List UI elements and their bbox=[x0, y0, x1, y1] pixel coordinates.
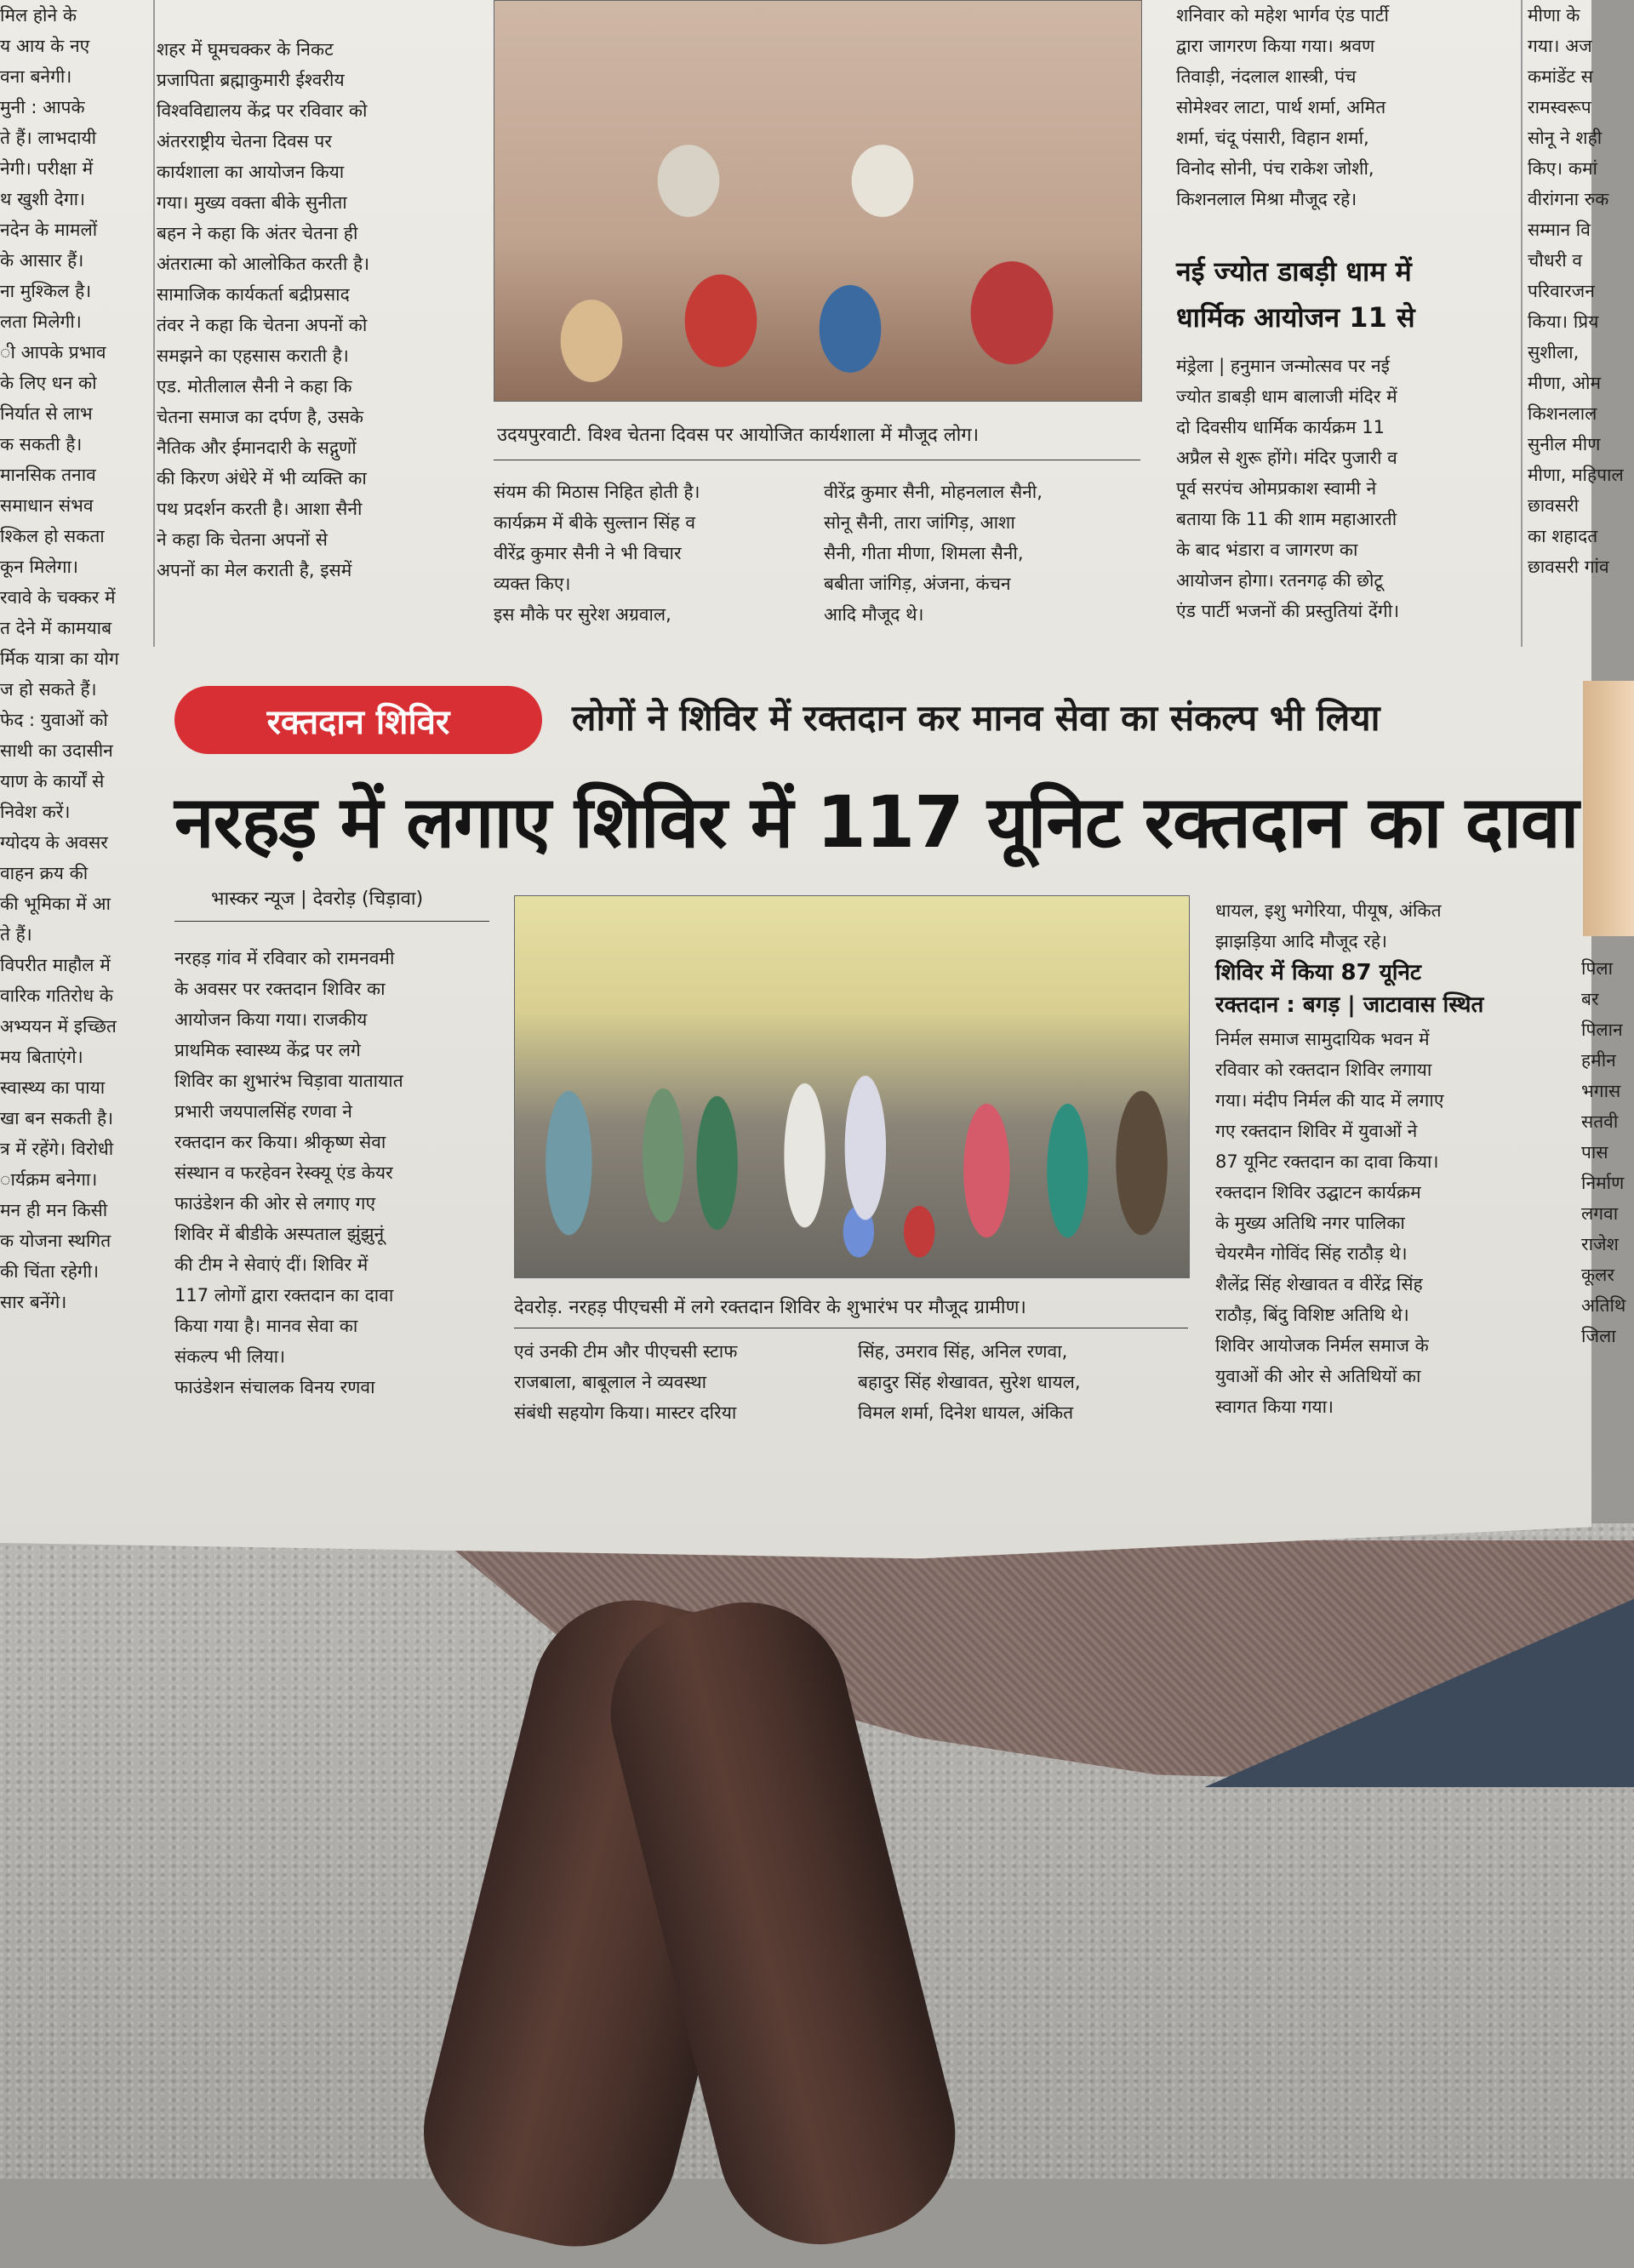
column-rule bbox=[1521, 0, 1523, 647]
text-line: लगवा bbox=[1581, 1203, 1619, 1224]
text-line: तंवर ने कहा कि चेतना अपनों को bbox=[157, 315, 368, 335]
text-line: अंतरराष्ट्रीय चेतना दिवस पर bbox=[157, 131, 332, 151]
text-line: प्राथमिक स्वास्थ्य केंद्र पर लगे bbox=[174, 1040, 361, 1060]
background-edge bbox=[1583, 681, 1634, 936]
text-line: अंतरात्मा को आलोकित करती है। bbox=[157, 254, 370, 274]
left-strip-column bbox=[0, 0, 145, 1317]
text-line: ना मुश्किल है। bbox=[0, 281, 92, 301]
text-line: गया। मुख्य वक्ता बीके सुनीता bbox=[157, 192, 347, 213]
text-line: राजेश bbox=[1581, 1234, 1619, 1254]
text-line: हमीन bbox=[1581, 1050, 1616, 1071]
story2-headline-1: नई ज्योत डाबड़ी धाम में bbox=[1176, 255, 1412, 288]
text-line: की टीम ने सेवाएं दीं। शिविर में bbox=[174, 1254, 369, 1275]
main-headline: नरहड़ में लगाए शिविर में 117 यूनिट रक्तदान का दावा bbox=[174, 780, 1579, 864]
text-line: चेयरमैन गोविंद सिंह राठौड़ थे। bbox=[1215, 1243, 1408, 1264]
text-line: लता मिलेगी। bbox=[0, 311, 82, 332]
text-line: शिविर में बीडीके अस्पताल झुंझुनूं bbox=[174, 1224, 385, 1244]
text-line: छावसरी bbox=[1528, 495, 1580, 516]
column-rule bbox=[153, 0, 155, 647]
text-line: वीरांगना रुक bbox=[1528, 189, 1609, 209]
text-line: अभ्ययन में इच्छित bbox=[0, 1016, 117, 1037]
dateline-rule bbox=[174, 921, 489, 922]
text-line: अतिथि bbox=[1581, 1295, 1626, 1316]
text-line: फेद : युवाओं को bbox=[0, 710, 108, 730]
text-line: ी आपके प्रभाव bbox=[0, 342, 106, 363]
workshop-photo bbox=[494, 0, 1142, 402]
section-badge: रक्तदान शिविर bbox=[174, 686, 542, 754]
text-line: रविवार को रक्तदान शिविर लगाया bbox=[1215, 1060, 1432, 1080]
story1-col3 bbox=[824, 477, 1140, 630]
text-line: परिवारजन bbox=[1528, 281, 1595, 301]
story2-headline-2: धार्मिक आयोजन 11 से bbox=[1176, 301, 1415, 334]
text-line: अपनों का मेल कराती है, इसमें bbox=[157, 560, 352, 580]
text-line: आयोजन किया गया। राजकीय bbox=[174, 1009, 368, 1030]
text-line: रक्तदान शिविर उद्घाटन कार्यक्रम bbox=[1215, 1182, 1421, 1203]
sub-headline-1: शिविर में किया 87 यूनिट bbox=[1215, 960, 1422, 985]
text-line: मीणा के bbox=[1528, 5, 1580, 26]
text-line: नेगी। परीक्षा में bbox=[0, 158, 94, 179]
text-line: राजबाला, बाबूलाल ने व्यवस्था bbox=[514, 1372, 707, 1392]
text-line: किया गया है। मानव सेवा का bbox=[174, 1316, 358, 1336]
text-line: मंड्रेला | हनुमान जन्मोत्सव पर नई bbox=[1176, 356, 1390, 376]
story1-col2 bbox=[494, 477, 804, 630]
text-line: मीणा, ओम bbox=[1528, 373, 1602, 393]
text-line: बताया कि 11 की शाम महाआरती bbox=[1176, 509, 1397, 529]
text-line: ते हैं। लाभदायी bbox=[0, 128, 97, 148]
text-line: कार्यक्रम में बीके सुल्तान सिंह व bbox=[494, 512, 696, 533]
text-line: त देने में कामयाब bbox=[0, 618, 112, 638]
main-col3 bbox=[858, 1336, 1186, 1428]
text-line: खा बन सकती है। bbox=[0, 1108, 114, 1128]
text-line: नैतिक और ईमानदारी के सद्गुणों bbox=[157, 437, 357, 458]
text-line: किए। कमां bbox=[1528, 158, 1597, 179]
text-line: व्यक्त किए। bbox=[494, 574, 571, 594]
main-col1 bbox=[174, 943, 489, 1403]
blood-camp-caption: देवरोड़. नरहड़ पीएचसी में लगे रक्तदान शिविर के शुभारंभ पर मौजूद ग्रामीण। bbox=[514, 1297, 1026, 1318]
text-line: बहन ने कहा कि अंतर चेतना ही bbox=[157, 223, 358, 243]
text-line: थ खुशी देगा। bbox=[0, 189, 86, 209]
text-line: जिला bbox=[1581, 1326, 1616, 1346]
text-line: की किरण अंधेरे में भी व्यक्ति का bbox=[157, 468, 367, 488]
text-line: क योजना स्थगित bbox=[0, 1231, 111, 1251]
text-line: सुशीला, bbox=[1528, 342, 1580, 363]
text-line: का शहादत bbox=[1528, 526, 1598, 546]
text-line: कून मिलेगा। bbox=[0, 557, 78, 577]
text-line: सतवी bbox=[1581, 1111, 1619, 1132]
text-line: सोनू सैनी, तारा जांगिड़, आशा bbox=[824, 512, 1015, 533]
text-line: के अवसर पर रक्तदान शिविर का bbox=[174, 979, 386, 999]
text-line: राठौड़, बिंदु विशिष्ट अतिथि थे। bbox=[1215, 1305, 1409, 1325]
right-strip-bottom bbox=[1581, 953, 1634, 1351]
main-col4a bbox=[1215, 895, 1563, 957]
text-line: रामस्वरूप bbox=[1528, 97, 1591, 117]
text-line: रवावे के चक्कर में bbox=[0, 587, 116, 608]
text-line: मिल होने के bbox=[0, 5, 77, 26]
text-line: गया। अज bbox=[1528, 36, 1592, 56]
text-line: विपरीत माहौल में bbox=[0, 955, 111, 975]
text-line: दो दिवसीय धार्मिक कार्यक्रम 11 bbox=[1176, 417, 1385, 437]
text-line: मुनी : आपके bbox=[0, 97, 85, 117]
sub-headline-2: रक्तदान : बगड़ | जाटावास स्थित bbox=[1215, 992, 1484, 1018]
text-line: कमांडेंट स bbox=[1528, 66, 1593, 87]
text-line: संबंधी सहयोग किया। मास्टर दरिया bbox=[514, 1403, 737, 1423]
text-line: सम्मान वि bbox=[1528, 220, 1591, 240]
text-line: विमल शर्मा, दिनेश धायल, अंकित bbox=[858, 1403, 1074, 1423]
text-line: के बाद भंडारा व जागरण का bbox=[1176, 540, 1358, 560]
text-line: द्वारा जागरण किया गया। श्रवण bbox=[1176, 36, 1375, 56]
text-line: गए रक्तदान शिविर में युवाओं ने bbox=[1215, 1121, 1418, 1141]
text-line: वीरेंद्र कुमार सैनी, मोहनलाल सैनी, bbox=[824, 482, 1043, 502]
text-line: साथी का उदासीन bbox=[0, 740, 113, 761]
text-line: शहर में घूमचक्कर के निकट bbox=[157, 39, 334, 60]
text-line: किया। प्रिय bbox=[1528, 311, 1599, 332]
text-line: निर्यात से लाभ bbox=[0, 403, 93, 424]
text-line: निर्माण bbox=[1581, 1173, 1625, 1193]
text-line: आदि मौजूद थे। bbox=[824, 604, 924, 625]
text-line: गया। मंदीप निर्मल की याद में लगाए bbox=[1215, 1090, 1444, 1111]
text-line: शैलेंद्र सिंह शेखावत व वीरेंद्र सिंह bbox=[1215, 1274, 1423, 1294]
text-line: 87 यूनिट रक्तदान का दावा किया। bbox=[1215, 1151, 1439, 1172]
text-line: चेतना समाज का दर्पण है, उसके bbox=[157, 407, 364, 427]
text-line: कूलर bbox=[1581, 1265, 1614, 1285]
text-line: ार्यक्रम बनेगा। bbox=[0, 1169, 98, 1190]
text-line: स्वागत किया गया। bbox=[1215, 1397, 1334, 1417]
text-line: श्किल हो सकता bbox=[0, 526, 105, 546]
text-line: तिवाड़ी, नंदलाल शास्त्री, पंच bbox=[1176, 66, 1357, 87]
text-line: संयम की मिठास निहित होती है। bbox=[494, 482, 700, 502]
text-line: विश्वविद्यालय केंद्र पर रविवार को bbox=[157, 100, 368, 121]
text-line: सैनी, गीता मीणा, शिमला सैनी, bbox=[824, 543, 1024, 563]
text-line: मीणा, महिपाल bbox=[1528, 465, 1624, 485]
text-line: इस मौके पर सुरेश अग्रवाल, bbox=[494, 604, 671, 625]
right-strip-top bbox=[1528, 0, 1634, 582]
text-line: कार्यशाला का आयोजन किया bbox=[157, 162, 345, 182]
text-line: नरहड़ गांव में रविवार को रामनवमी bbox=[174, 948, 395, 968]
text-line: वाहन क्रय की bbox=[0, 863, 89, 883]
text-line: 117 लोगों द्वारा रक्तदान का दावा bbox=[174, 1285, 394, 1305]
text-line: मय बिताएंगे। bbox=[0, 1047, 83, 1067]
text-line: भगास bbox=[1581, 1081, 1621, 1101]
text-line: किशनलाल bbox=[1528, 403, 1597, 424]
text-line: वारिक गतिरोध के bbox=[0, 985, 113, 1006]
text-line: सोमेश्वर लाटा, पार्थ शर्मा, अमित bbox=[1176, 97, 1386, 117]
text-line: समझने का एहसास कराती है। bbox=[157, 346, 349, 366]
text-line: निवेश करें। bbox=[0, 802, 71, 822]
text-line: की चिंता रहेगी। bbox=[0, 1261, 100, 1282]
text-line: संस्थान व फरहेवन रेस्क्यू एंड केयर bbox=[174, 1163, 393, 1183]
text-line: पूर्व सरपंच ओमप्रकाश स्वामी ने bbox=[1176, 478, 1377, 499]
text-line: एड. मोतीलाल सैनी ने कहा कि bbox=[157, 376, 352, 397]
text-line: चौधरी व bbox=[1528, 250, 1583, 271]
story2-top-lines bbox=[1176, 0, 1508, 214]
text-line: सामाजिक कार्यकर्ता बद्रीप्रसाद bbox=[157, 284, 350, 305]
text-line: धायल, इशु भगेरिया, पीयूष, अंकित bbox=[1215, 900, 1442, 921]
text-line: मानसिक तनाव bbox=[0, 465, 96, 485]
text-line: मन ही मन किसी bbox=[0, 1200, 108, 1220]
text-line: रक्तदान कर किया। श्रीकृष्ण सेवा bbox=[174, 1132, 386, 1152]
text-line: सुनील मीण bbox=[1528, 434, 1601, 454]
text-line: याण के कार्यों से bbox=[0, 771, 105, 791]
story2-body bbox=[1176, 351, 1508, 626]
text-line: समाधान संभव bbox=[0, 495, 94, 516]
kicker-headline: लोगों ने शिविर में रक्तदान कर मानव सेवा का संकल्प भी लिया bbox=[572, 697, 1380, 739]
text-line: संकल्प भी लिया। bbox=[174, 1346, 286, 1367]
text-line: वना बनेगी। bbox=[0, 66, 72, 87]
text-line: छावसरी गांव bbox=[1528, 557, 1609, 577]
text-line: शर्मा, चंदू पंसारी, विहान शर्मा, bbox=[1176, 128, 1369, 148]
text-line: युवाओं की ओर से अतिथियों का bbox=[1215, 1366, 1421, 1386]
text-line: शिविर का शुभारंभ चिड़ावा यातायात bbox=[174, 1071, 403, 1091]
text-line: शनिवार को महेश भार्गव एंड पार्टी bbox=[1176, 5, 1389, 26]
text-line: सिंह, उमराव सिंह, अनिल रणवा, bbox=[858, 1341, 1068, 1362]
text-line: झाझड़िया आदि मौजूद रहे। bbox=[1215, 931, 1387, 951]
text-line: के लिए धन को bbox=[0, 373, 97, 393]
text-line: ज हो सकते हैं। bbox=[0, 679, 97, 700]
dateline: भास्कर न्यूज | देवरोड़ (चिड़ावा) bbox=[211, 888, 424, 910]
text-line: र्मिक यात्रा का योग bbox=[0, 648, 119, 669]
text-line: ने कहा कि चेतना अपनों से bbox=[157, 529, 328, 550]
story1-col1 bbox=[157, 34, 467, 586]
text-line: बर bbox=[1581, 989, 1599, 1009]
text-line: त्र में रहेंगे। विरोधी bbox=[0, 1139, 114, 1159]
text-line: प्रभारी जयपालसिंह रणवा ने bbox=[174, 1101, 352, 1122]
text-line: शिविर आयोजक निर्मल समाज के bbox=[1215, 1335, 1429, 1356]
text-line: की भूमिका में आ bbox=[0, 894, 111, 914]
text-line: ज्योत डाबड़ी धाम बालाजी मंदिर में bbox=[1176, 386, 1397, 407]
text-line: प्रजापिता ब्रह्माकुमारी ईश्वरीय bbox=[157, 70, 345, 90]
text-line: पथ प्रदर्शन करती है। आशा सैनी bbox=[157, 499, 363, 519]
workshop-photo-caption: उदयपुरवाटी. विश्व चेतना दिवस पर आयोजित कार्यशाला में मौजूद लोग। bbox=[497, 425, 980, 446]
text-line: एंड पार्टी भजनों की प्रस्तुतियां देंगी। bbox=[1176, 601, 1400, 621]
text-line: विनोद सोनी, पंच राकेश जोशी, bbox=[1176, 158, 1374, 179]
text-line: बहादुर सिंह शेखावत, सुरेश धायल, bbox=[858, 1372, 1081, 1392]
text-line: पिला bbox=[1581, 958, 1614, 979]
text-line: ग्योदय के अवसर bbox=[0, 832, 108, 853]
text-line: य आय के नए bbox=[0, 36, 90, 56]
text-line: सोनू ने शही bbox=[1528, 128, 1603, 148]
text-line: सार बनेंगे। bbox=[0, 1292, 67, 1312]
text-line: फाउंडेशन की ओर से लगाए गए bbox=[174, 1193, 376, 1214]
text-line: के मुख्य अतिथि नगर पालिका bbox=[1215, 1213, 1405, 1233]
text-line: निर्मल समाज सामुदायिक भवन में bbox=[1215, 1029, 1430, 1049]
text-line: पिलान bbox=[1581, 1020, 1623, 1040]
text-line: पास bbox=[1581, 1142, 1608, 1163]
text-line: वीरेंद्र कुमार सैनी ने भी विचार bbox=[494, 543, 682, 563]
text-line: एवं उनकी टीम और पीएचसी स्टाफ bbox=[514, 1341, 738, 1362]
text-line: फाउंडेशन संचालक विनय रणवा bbox=[174, 1377, 375, 1397]
main-col2 bbox=[514, 1336, 836, 1428]
text-line: अप्रैल से शुरू होंगे। मंदिर पुजारी व bbox=[1176, 448, 1397, 468]
text-line: बबीता जांगिड़, अंजना, कंचन bbox=[824, 574, 1011, 594]
text-line: किशनलाल मिश्रा मौजूद रहे। bbox=[1176, 189, 1357, 209]
text-line: नदेन के मामलों bbox=[0, 220, 98, 240]
text-line: स्वास्थ्य का पाया bbox=[0, 1077, 106, 1098]
blood-camp-photo bbox=[514, 895, 1190, 1278]
main-col4b bbox=[1215, 1024, 1563, 1422]
text-line: ते हैं। bbox=[0, 924, 32, 945]
text-line: क सकती है। bbox=[0, 434, 83, 454]
text-line: आयोजन होगा। रतनगढ़ की छोटू bbox=[1176, 570, 1384, 591]
text-line: के आसार हैं। bbox=[0, 250, 84, 271]
